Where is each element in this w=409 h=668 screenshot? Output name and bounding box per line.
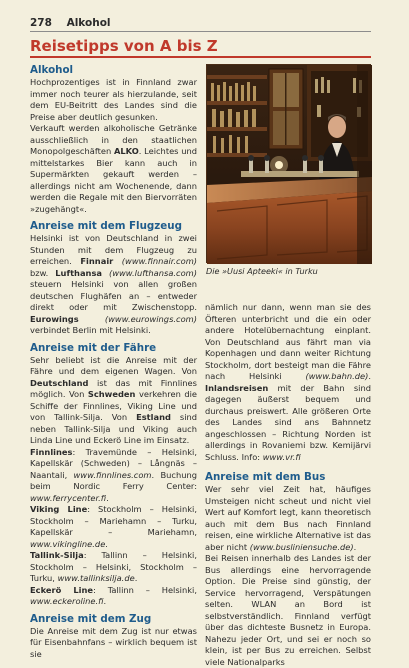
bus-link: (www.busliniensuche.de): [249, 541, 354, 552]
title-rule: [30, 56, 371, 58]
header-section: Alkohol: [66, 17, 111, 29]
photo-caption: Die »Uusi Apteeki« in Turku: [206, 266, 318, 276]
viking-link: www.vikingline.de: [30, 538, 106, 549]
heading-bus: Anreise mit dem Bus: [205, 471, 326, 483]
eckeroe-entry: Eckerö Line: Tallinn – Helsinki, www.eckeroline.fi.: [30, 584, 197, 606]
heading-alkohol: Alkohol: [30, 64, 74, 76]
heading-flugzeug: Anreise mit dem Flugzeug: [30, 220, 182, 232]
flugzeug-paragraph: Helsinki ist von Deutschland in zwei Stunden mit dem Flugzeug zu erreichen. Finnair (www.finnair.com) bzw. Lufthansa (www.lufthansa.com) steuern Helsinki von allen großen deutschen Flughäfen an – entweder direkt oder mit Zwischenstopp. Eurowings (www.eurowings.com) verbindet Berlin mit Helsinki.: [30, 233, 198, 335]
alko-brand: ALKO: [113, 146, 139, 156]
eckeroe-link: www.eckeroline.fi: [30, 596, 104, 606]
eurowings-link: (www.eurowings.com): [104, 313, 197, 324]
finnlines-entry: Finnlines: Travemünde – Helsinki, Kapellskär (Schweden) – Långnäs – Naantali, www.finnlines.com. Buchung beim Nordic Ferry Center: www.ferrycenter.fi.: [30, 446, 197, 503]
faehre-paragraph: Sehr beliebt ist die Anreise mit der Fähre und dem eigenen Wagen. Von Deutschland ist das mit Finnlines möglich. Von Schweden verkehren die Schiffe der Finnlines, Viking Line und von Tallink-Silja. Von Estland sind neben Tallink-Silja und Viking auch Linda Line und Eckerö Line im Einsatz.: [30, 354, 198, 445]
finnlines-link: www.finnlines.com: [73, 469, 152, 480]
bus-paragraph-2: Bei Reisen innerhalb des Landes ist der Bus allerdings eine hervorragende Option. Die Preise sind günstig, der Service hervorragend, Verspätungen selten. WLAN an Bord ist selbstverständlich. Finnland verfügt über das dichteste Busnetz in Europa. Nahezu jeder Ort, und sei er noch so klein, ist per Bus zu erreichen. Selbst viele Nationalparks: [205, 553, 371, 667]
header-rule: [30, 31, 371, 32]
finnair-link: (www.finnair.com): [121, 256, 198, 266]
bahn-link: (www.bahn.de): [305, 371, 369, 381]
pub-interior-image: [207, 65, 372, 264]
heading-faehre: Anreise mit der Fähre: [30, 341, 157, 354]
tallink-link: www.tallinksilja.de: [57, 573, 135, 583]
running-header: [30, 17, 390, 29]
bus-paragraph-1: Wer sehr viel Zeit hat, häufiges Umsteigen nicht scheut und nicht viel Wert auf Komfort legt, kann theoretisch auch mit dem Bus nach Finnland reisen, eine wirkliche Alternative ist das aber nicht (www.busliniensuche.de).: [205, 484, 371, 552]
left-column: [30, 60, 197, 660]
alkohol-paragraph-2: Verkauft werden alkoholische Getränke ausschließlich in den staatlichen Monopolgeschäften ALKO. Leichtes und mittelstarkes Bier kann auch in Supermärkten gekauft werden – allerdings nicht am Wochenende, dann werden die Regale mit den Biervorräten »zugehängt«.: [30, 123, 197, 214]
zug-paragraph-cont: nämlich nur dann, wenn man sie des Öfteren unterbricht und die ein oder andere Hotelübernachtung einplant. Von Deutschland aus fährt man via Kopenhagen und dann weiter Richtung Stockholm, dort besteigt man die Fähre nach Helsinki (www.bahn.de). Inlandsreisen mit der Bahn sind dagegen äußerst bequem und durchaus preiswert. Alle größeren Orte des Landes sind ans Bahnnetz angeschlossen – Richtung Norden ist allerdings in Rovaniemi bzw. Kemijärvi Schluss. Info: www.vr.fi: [205, 302, 371, 462]
ferrycenter-link: www.ferrycenter.fi: [30, 492, 107, 503]
page-title: Reisetipps von A bis Z: [30, 37, 218, 55]
page-number: 278: [30, 17, 52, 29]
lufthansa-link: (www.lufthansa.com): [108, 267, 197, 278]
zug-paragraph-start: Die Anreise mit dem Zug ist nur etwas für Eisenbahnfans – wirklich bequem ist sie: [30, 625, 197, 659]
heading-zug: Anreise mit dem Zug: [30, 612, 152, 625]
alkohol-paragraph-1: Hochprozentiges ist in Finnland zwar immer noch teurer als hierzulande, seit dem EU-Beitritt des Landes sind die Preise aber deutlich gesunken.: [30, 77, 197, 122]
viking-entry: Viking Line: Stockholm – Helsinki, Stockholm – Mariehamn – Turku, Kapellskär – Mariehamn, www.vikingline.de.: [30, 504, 197, 549]
tallink-entry: Tallink-Silja: Tallinn – Helsinki, Stockholm – Helsinki, Stockholm – Turku, www.tallinksilja.de.: [30, 550, 197, 583]
right-column: [205, 302, 371, 668]
bar-photo: [206, 64, 371, 263]
vr-link: www.vr.fi: [262, 451, 301, 462]
